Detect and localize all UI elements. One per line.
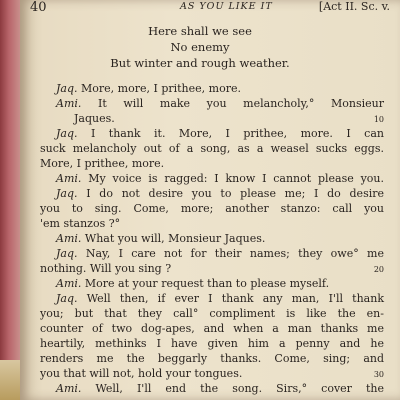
page-number: 40: [30, 0, 47, 15]
speaker: Jaq.: [56, 247, 78, 260]
speaker: Ami.: [56, 97, 82, 110]
speaker: Jaq.: [56, 127, 78, 140]
speaker: Ami.: [56, 172, 82, 185]
text-line: [40, 352, 384, 366]
speech: heartily, methinks I have given him a penny and he: [40, 337, 384, 350]
text-line: [40, 187, 384, 201]
speech: you to sing. Come, more; another stanzo: call you: [40, 202, 384, 215]
text-line: [40, 382, 384, 396]
page-header: [30, 0, 390, 18]
speech: My voice is ragged: I know I cannot please you.: [81, 172, 384, 185]
text-line: [40, 112, 384, 126]
text-line: [40, 82, 384, 96]
line-number: 10: [373, 115, 384, 124]
text-line: [40, 247, 384, 261]
text-line: [40, 202, 384, 216]
speech: nothing. Will you sing ?: [40, 262, 172, 275]
text-line: [40, 367, 384, 381]
speaker: Jaq.: [56, 187, 78, 200]
speech: suck melancholy out of a song, as a weasel sucks eggs.: [40, 142, 384, 155]
page-gilt-edge: [0, 360, 22, 400]
speech: renders me the beggarly thanks. Come, sing; and: [40, 352, 384, 365]
line-number: 30: [373, 370, 384, 379]
speech: you that will not, hold your tongues.: [40, 367, 243, 380]
text-line: [40, 232, 384, 246]
speech: I thank it. More, I prithee, more. I can: [77, 127, 384, 140]
speech: 'em stanzos ?°: [40, 217, 121, 230]
speech: It will make you melancholy,° Monsieur: [81, 97, 384, 110]
speech: Nay, I care not for their names; they owe° me: [77, 247, 384, 260]
text-line: [40, 157, 384, 171]
speech: More, I prithee, more.: [40, 157, 165, 170]
running-title: AS YOU LIKE IT: [180, 1, 273, 12]
speech: Well, I'll end the song. Sirs,° cover the: [81, 382, 384, 395]
text-line: [40, 262, 384, 276]
song-line: No enemy: [170, 40, 230, 54]
speech: I do not desire you to please me; I do desire: [77, 187, 384, 200]
speech: Well then, if ever I thank any man, I'll thank: [77, 292, 384, 305]
speech: counter of two dog-apes, and when a man thanks me: [40, 322, 384, 335]
line-number: 20: [373, 265, 384, 274]
speaker: Jaq.: [56, 292, 78, 305]
text-line: [40, 172, 384, 186]
text-line: [40, 217, 384, 231]
speech: What you will, Monsieur Jaques.: [81, 232, 266, 245]
speaker: Ami.: [56, 232, 82, 245]
speaker: Ami.: [56, 382, 82, 395]
text-line: [40, 292, 384, 306]
text-line: [40, 97, 384, 111]
text-line: [40, 307, 384, 321]
speaker: Ami.: [56, 277, 82, 290]
act-scene-label: [Act II. Sc. v.: [318, 0, 390, 13]
text-line: [40, 337, 384, 351]
text-line: [40, 142, 384, 156]
speech: More, more, I prithee, more.: [77, 82, 241, 95]
speech: Jaques.: [74, 112, 115, 125]
text-line: [40, 322, 384, 336]
text-line: [40, 277, 384, 291]
song-line: Here shall we see: [148, 24, 252, 38]
speech: you; but that they call° compliment is like the en-: [40, 307, 384, 320]
text-line: [40, 127, 384, 141]
speech: More at your request than to please myself.: [81, 277, 330, 290]
speaker: Jaq.: [56, 82, 78, 95]
song-line: But winter and rough weather.: [110, 56, 290, 70]
